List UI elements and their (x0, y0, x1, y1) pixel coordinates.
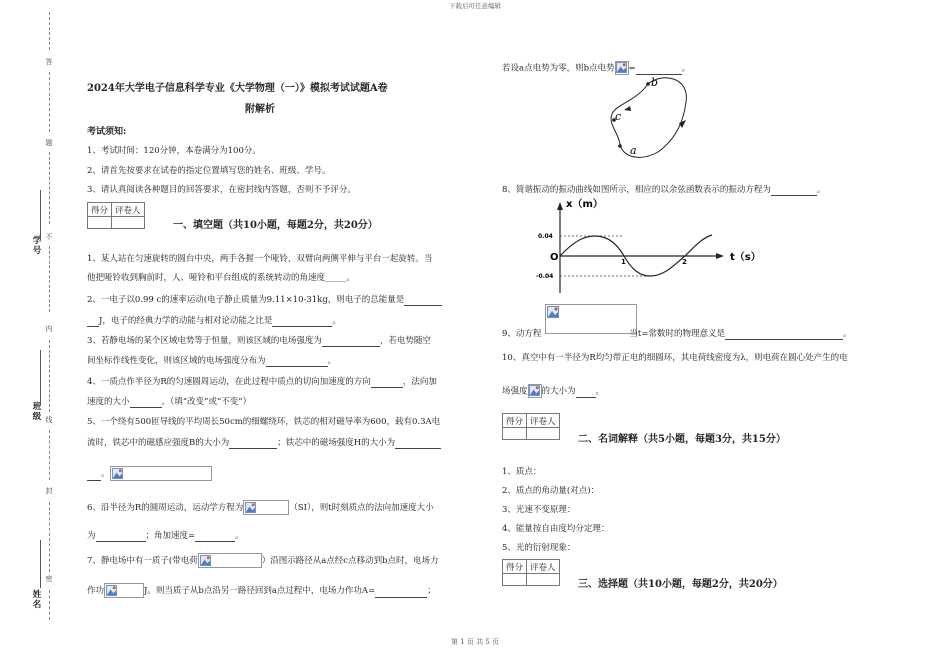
exam-title: 2024年大学电子信息科学专业《大学物理（一）》模拟考试试题A卷 (87, 83, 388, 94)
label-a: a (630, 144, 637, 157)
score-label: 得分 (88, 203, 112, 217)
score-label: 得分 (503, 414, 527, 428)
page-footer: 第 1 页 共 5 页 (450, 638, 500, 646)
q4-line2: 速度的大小 。（填“改变”或“不变”） (87, 397, 252, 407)
notice-item: 1、考试时间：120分钟，本卷满分为100分。 (87, 146, 261, 156)
image-icon (547, 306, 559, 318)
grader-label: 评卷人 (527, 560, 560, 574)
q5-answer-blank-1[interactable] (229, 439, 277, 449)
origin-label: O (550, 252, 559, 263)
q7-answer-blank-1[interactable] (375, 588, 427, 598)
section1-heading: 一、填空题（共10小题，每题2分，共20分） (173, 220, 378, 231)
q2-line2: J，电子的经典力学的动能与相对论动能之比是 。 (87, 315, 341, 327)
q10-line1: 10、真空中有一半径为R均匀带正电的细圆环，其电荷线密度为λ，则电荷在圆心处产生的电 (502, 353, 848, 363)
q4-answer-blank-1[interactable] (371, 378, 403, 388)
score-box-3 (502, 559, 560, 586)
path-arrow-icon (624, 106, 631, 111)
q7-line3: 若设a点电势为零，则b点电势 = 。 (502, 61, 690, 75)
notice-item: 2、请首先按要求在试卷的指定位置填写您的姓名、班级、学号。 (87, 166, 331, 176)
tick-label: 1 (621, 258, 626, 266)
q10-line2: 场强度 的大小为 。 (502, 384, 604, 398)
q8-line1: 8、简谐振动的振动曲线如图所示，相应的以余弦函数表示的振动方程为 。 (502, 185, 826, 195)
formula-image (110, 466, 212, 481)
vibration-graph (530, 198, 770, 298)
q4-line1: 4、一质点作半径为R的匀速圆周运动，在此过程中质点的切向加速度的方向 ，法向加 (87, 377, 437, 387)
section3-heading: 三、选择题（共10小题，每题2分，共20分） (578, 579, 783, 590)
formula-image (198, 553, 262, 568)
tick-label: 0.04 (538, 233, 553, 240)
score-cell[interactable] (88, 217, 112, 229)
q1-line1: 1、某人站在匀速旋转的圆台中央，两手各握一个哑铃，双臂向两侧平伸与平台一起旋转。当 (87, 254, 433, 264)
q6-line1: 6、沿半径为R的圆周运动，运动学方程为 （SI），则t时刻质点的法向加速度大小 (87, 500, 434, 515)
margin-inner-char: 内 (45, 325, 53, 333)
term-item: 2、质点的角动量(对点)： (502, 486, 600, 496)
student-id-label: 学号 (32, 236, 42, 256)
q8-answer-blank[interactable] (771, 186, 817, 196)
q10-answer-blank[interactable] (576, 388, 596, 398)
label-c: c (615, 110, 622, 123)
q6-answer-blank-1[interactable] (96, 532, 146, 542)
point-a (618, 144, 622, 148)
formula-image (528, 384, 542, 398)
notice-heading: 考试须知: (87, 127, 127, 137)
name-label: 姓名 (32, 590, 42, 610)
y-axis-arrow-icon (557, 202, 563, 210)
q5-line2: 流时，铁芯中的磁感应强度B的大小为 ；铁芯中的磁场强度H的大小为 (87, 437, 441, 449)
y-axis-label: x（m） (566, 199, 603, 210)
formula-image (243, 500, 289, 515)
image-icon (245, 502, 256, 513)
formula-image (104, 583, 144, 598)
header-note: 下载后可任意编辑 (449, 2, 501, 10)
q5-line3: 。 (87, 466, 212, 481)
path-diagram (600, 72, 700, 164)
margin-no-char: 不 (45, 233, 53, 241)
q3-line1: 3、若静电场的某个区域电势等于恒量，则该区域的电场强度为 ，若电势随空 (87, 336, 431, 346)
score-label: 得分 (503, 560, 527, 574)
q3-line2: 间坐标作线性变化，则该区域的电场强度分布为 。 (87, 356, 337, 366)
q5-answer-blank-2b[interactable] (87, 471, 101, 481)
margin-secret-char: 密 (45, 575, 53, 583)
section2-heading: 二、名词解释（共5小题，每题3分，共15分） (578, 434, 786, 445)
q7-line2: 作功 J。则当质子从b点沿另一路径回到a点过程中，电场力作功A= ； (87, 583, 436, 598)
score-box-1 (87, 202, 145, 229)
q2-answer-blank-2[interactable] (272, 317, 332, 327)
margin-question-char: 题 (45, 139, 53, 147)
notice-item: 3、请认真阅读各种题目的回答要求，在密封线内答题，否则不予评分。 (87, 185, 356, 195)
term-item: 3、光速不变原理： (502, 505, 576, 515)
tick-label: -0.04 (536, 273, 554, 280)
q9-answer-blank[interactable] (725, 330, 843, 340)
q2-line1: 2、一电子以0.99 c的速率运动(电子静止质量为9.11×10-31kg，则电子的总能量是 (87, 294, 442, 306)
q2-answer-blank-1b[interactable] (87, 317, 99, 327)
grader-cell[interactable] (527, 574, 560, 586)
q3-answer-blank-2[interactable] (266, 357, 328, 367)
image-icon (200, 555, 211, 566)
margin-seal-char: 封 (45, 487, 53, 495)
q4-answer-blank-2[interactable] (130, 398, 162, 408)
image-icon (106, 585, 117, 596)
q6-line2: 为 ；角加速度= 。 (87, 531, 244, 541)
q2-answer-blank-1[interactable] (404, 296, 442, 306)
path-arrow-icon (679, 120, 686, 128)
x-axis-label: t（s） (730, 252, 761, 263)
q1-line2: 他把哑铃收到胸前时，人、哑铃和平台组成的系统转动的角速度_____。 (87, 273, 355, 283)
image-icon (529, 385, 540, 396)
score-cell[interactable] (503, 428, 527, 440)
image-icon (112, 468, 123, 479)
term-item: 4、能量按自由度均分定理： (502, 524, 610, 534)
x-axis-arrow-icon (716, 253, 724, 259)
q5-line1: 5、一个绕有500匝导线的平均周长50cm的细螺绕环，铁芯的相对磁导率为600，载有0.3A电 (87, 417, 441, 427)
grader-label: 评卷人 (112, 203, 145, 217)
q5-answer-blank-2[interactable] (395, 439, 441, 449)
score-cell[interactable] (503, 574, 527, 586)
grader-label: 评卷人 (527, 414, 560, 428)
margin-answer-char: 答 (45, 58, 53, 66)
class-label: 班级 (32, 402, 42, 422)
exam-subtitle: 附解析 (245, 104, 275, 115)
score-box-2 (502, 413, 560, 440)
margin-line-char: 线 (45, 416, 53, 424)
label-b: b (651, 76, 659, 89)
grader-cell[interactable] (112, 217, 145, 229)
term-item: 5、光的衍射现象： (502, 543, 576, 553)
q6-answer-blank-2[interactable] (195, 532, 235, 542)
q9-line1: 9、动方程 当t=常数时的物理意义是 。 (502, 329, 852, 339)
point-b (646, 82, 650, 86)
tick-label: 2 (682, 258, 687, 266)
grader-cell[interactable] (527, 428, 560, 440)
q7-line1: 7、静电场中有一质子(带电荷 ）沿图示路径从a点经c点移动到b点时，电场力 (87, 553, 439, 568)
q3-answer-blank-1[interactable] (322, 337, 380, 347)
term-item: 1、质点： (502, 467, 542, 477)
